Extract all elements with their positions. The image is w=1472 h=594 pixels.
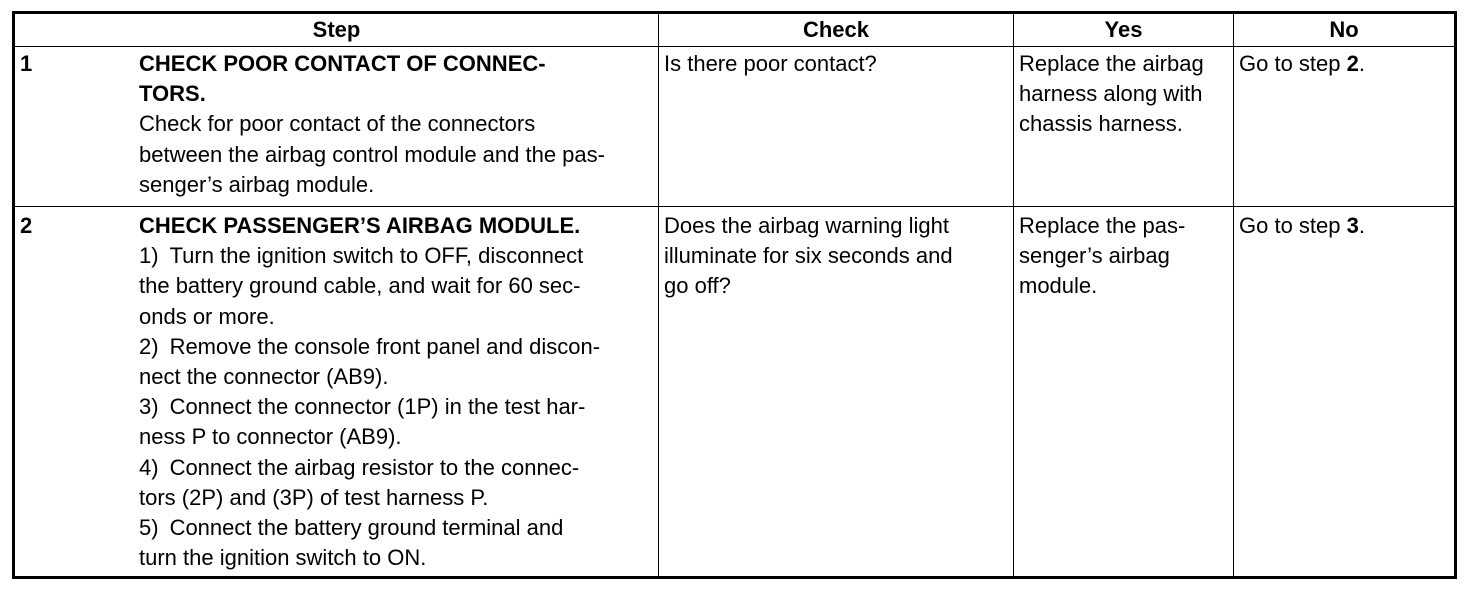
no-cell (1234, 207, 1456, 578)
yes-text-line: senger’s airbag (1019, 243, 1170, 269)
step-title-line: TORS. (139, 81, 206, 107)
no-text (1239, 211, 1449, 241)
no-suffix: . (1358, 51, 1365, 76)
yes-cell (1014, 47, 1234, 207)
yes-text-line: module. (1019, 273, 1098, 299)
no-prefix: Go to step (1239, 213, 1347, 238)
substep-line (139, 241, 653, 271)
check-cell (659, 47, 1014, 207)
header-yes: Yes (1014, 13, 1234, 47)
substep-line: nect the connector (AB9). (139, 364, 389, 390)
step-text-line: between the airbag control module and the pas- (139, 141, 605, 167)
step-title-line: CHECK POOR CONTACT OF CONNEC- (139, 51, 546, 76)
no-cell (1234, 47, 1456, 207)
step-text-line: Check for poor contact of the connectors (139, 111, 536, 137)
substep-line (139, 513, 653, 543)
substep-marker: 4) (139, 454, 159, 480)
substep-marker: 1) (139, 243, 159, 269)
check-cell (659, 207, 1014, 578)
substep-line: turn the ignition switch to ON. (139, 545, 427, 571)
yes-text-line: Replace the airbag (1019, 51, 1204, 76)
substep-text: Connect the airbag resistor to the connec- (169, 454, 580, 480)
check-text-line: Does the airbag warning light (664, 213, 949, 238)
check-text-line: go off? (664, 273, 731, 299)
substep-marker: 2) (139, 333, 159, 359)
table-row (14, 207, 1456, 578)
header-no: No (1234, 13, 1456, 47)
no-step-ref: 3 (1346, 213, 1359, 238)
step-text-line: senger’s airbag module. (139, 171, 375, 197)
step-cell (14, 207, 659, 578)
yes-text-line: Replace the pas- (1019, 213, 1186, 238)
no-text (1239, 49, 1449, 79)
substep-marker: 3) (139, 394, 159, 420)
substep-marker: 5) (139, 515, 159, 541)
header-check: Check (659, 13, 1014, 47)
yes-text-line: chassis harness. (1019, 111, 1183, 137)
substep-line: the battery ground cable, and wait for 60 sec- (139, 273, 581, 299)
substep-line (139, 392, 653, 422)
substep-line: onds or more. (139, 303, 275, 329)
substep-line (139, 332, 653, 362)
substep-text: Turn the ignition switch to OFF, disconnect (169, 243, 584, 269)
step-title-line: CHECK PASSENGER’S AIRBAG MODULE. (139, 213, 581, 238)
no-suffix: . (1358, 213, 1365, 238)
substep-line (139, 453, 653, 483)
substep-line: tors (2P) and (3P) of test harness P. (139, 484, 489, 510)
table-header-row (14, 13, 1456, 47)
step-body (139, 211, 653, 573)
step-body (139, 49, 653, 200)
step-number: 1 (20, 51, 33, 76)
check-text-line: illuminate for six seconds and (664, 243, 953, 269)
step-cell (14, 47, 659, 207)
table-row (14, 47, 1456, 207)
no-step-ref: 2 (1346, 51, 1359, 76)
yes-cell (1014, 207, 1234, 578)
step-number: 2 (20, 213, 33, 238)
substep-text: Remove the console front panel and discon- (169, 333, 601, 359)
substep-text: Connect the battery ground terminal and (169, 515, 564, 541)
header-step: Step (14, 13, 659, 47)
substep-line: ness P to connector (AB9). (139, 424, 402, 450)
yes-text-line: harness along with (1019, 81, 1203, 107)
diagnostic-table (12, 11, 1457, 579)
substep-text: Connect the connector (1P) in the test har- (169, 394, 586, 420)
no-prefix: Go to step (1239, 51, 1347, 76)
check-text-line: Is there poor contact? (664, 51, 877, 76)
